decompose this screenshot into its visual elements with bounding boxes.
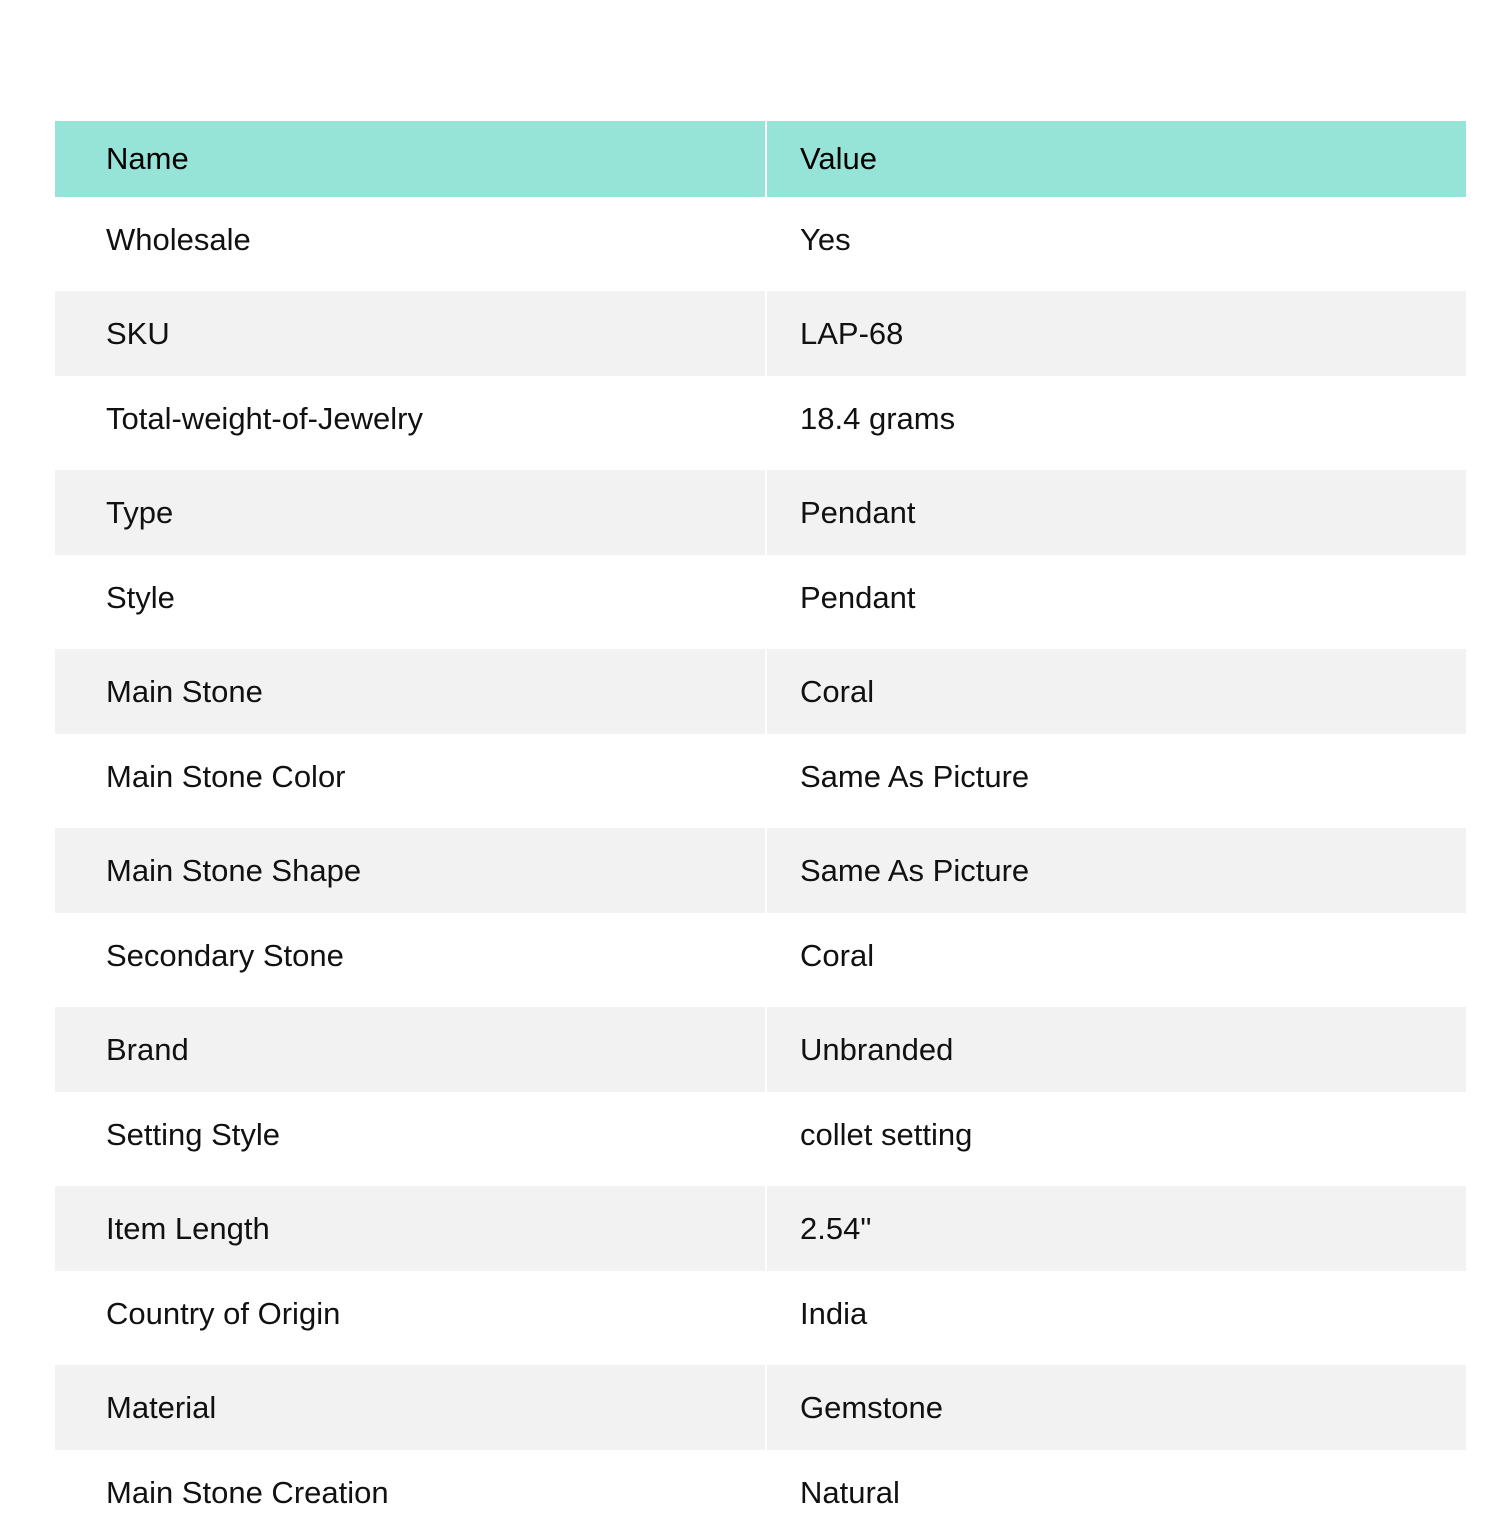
row-value-cell: LAP-68 xyxy=(766,287,1466,377)
row-value-cell: Unbranded xyxy=(766,1003,1466,1093)
row-name-cell: Item Length xyxy=(55,1182,766,1272)
table-row xyxy=(55,1092,1466,1182)
table-row xyxy=(55,376,1466,466)
product-spec-table xyxy=(55,121,1466,1535)
table-row xyxy=(55,645,1466,735)
row-value-cell: Yes xyxy=(800,221,851,257)
table-header-row xyxy=(55,121,1466,197)
column-header-value: Value xyxy=(766,121,1466,197)
table-body xyxy=(55,197,1466,1535)
row-name-cell: Setting Style xyxy=(55,1092,766,1182)
row-value-cell: Pendant xyxy=(766,466,1466,556)
table-row xyxy=(55,555,1466,645)
row-name-cell: SKU xyxy=(55,287,766,377)
row-name-cell: Type xyxy=(55,466,766,556)
column-header-name: Name xyxy=(55,121,766,197)
table-row xyxy=(55,1361,1466,1451)
row-name-cell: Country of Origin xyxy=(55,1271,766,1361)
table-row xyxy=(55,1271,1466,1361)
table-header xyxy=(55,121,1466,197)
table-row xyxy=(55,466,1466,556)
row-name-cell: Material xyxy=(55,1361,766,1451)
row-value-cell: Coral xyxy=(766,645,1466,735)
row-name-cell: Main Stone Creation xyxy=(55,1450,766,1535)
row-value-cell: India xyxy=(800,1295,868,1331)
row-value-cell: Gemstone xyxy=(766,1361,1466,1451)
table-row xyxy=(55,913,1466,1003)
table-row xyxy=(55,287,1466,377)
row-value-cell: Coral xyxy=(800,937,875,973)
row-value-cell: collet setting xyxy=(800,1116,973,1152)
row-name-cell: Main Stone xyxy=(55,645,766,735)
row-name-cell: Main Stone Shape xyxy=(55,824,766,914)
row-value-cell: 2.54" xyxy=(766,1182,1466,1272)
table-row xyxy=(55,824,1466,914)
row-value-cell: Pendant xyxy=(800,579,916,615)
row-name-cell: Brand xyxy=(55,1003,766,1093)
row-name-cell: Style xyxy=(55,555,766,645)
table-row xyxy=(55,1450,1466,1535)
row-name-cell: Main Stone Color xyxy=(55,734,766,824)
row-value-cell: Same As Picture xyxy=(766,824,1466,914)
row-value-cell: 18.4 grams xyxy=(800,400,956,436)
table-row xyxy=(55,1003,1466,1093)
row-name-cell: Total-weight-of-Jewelry xyxy=(55,376,766,466)
row-value-cell: Same As Picture xyxy=(800,758,1030,794)
row-name-cell: Wholesale xyxy=(55,197,766,287)
table-row xyxy=(55,1182,1466,1272)
row-value-cell: Natural xyxy=(800,1474,900,1510)
row-name-cell: Secondary Stone xyxy=(55,913,766,1003)
table-row xyxy=(55,734,1466,824)
table-row xyxy=(55,197,1466,287)
